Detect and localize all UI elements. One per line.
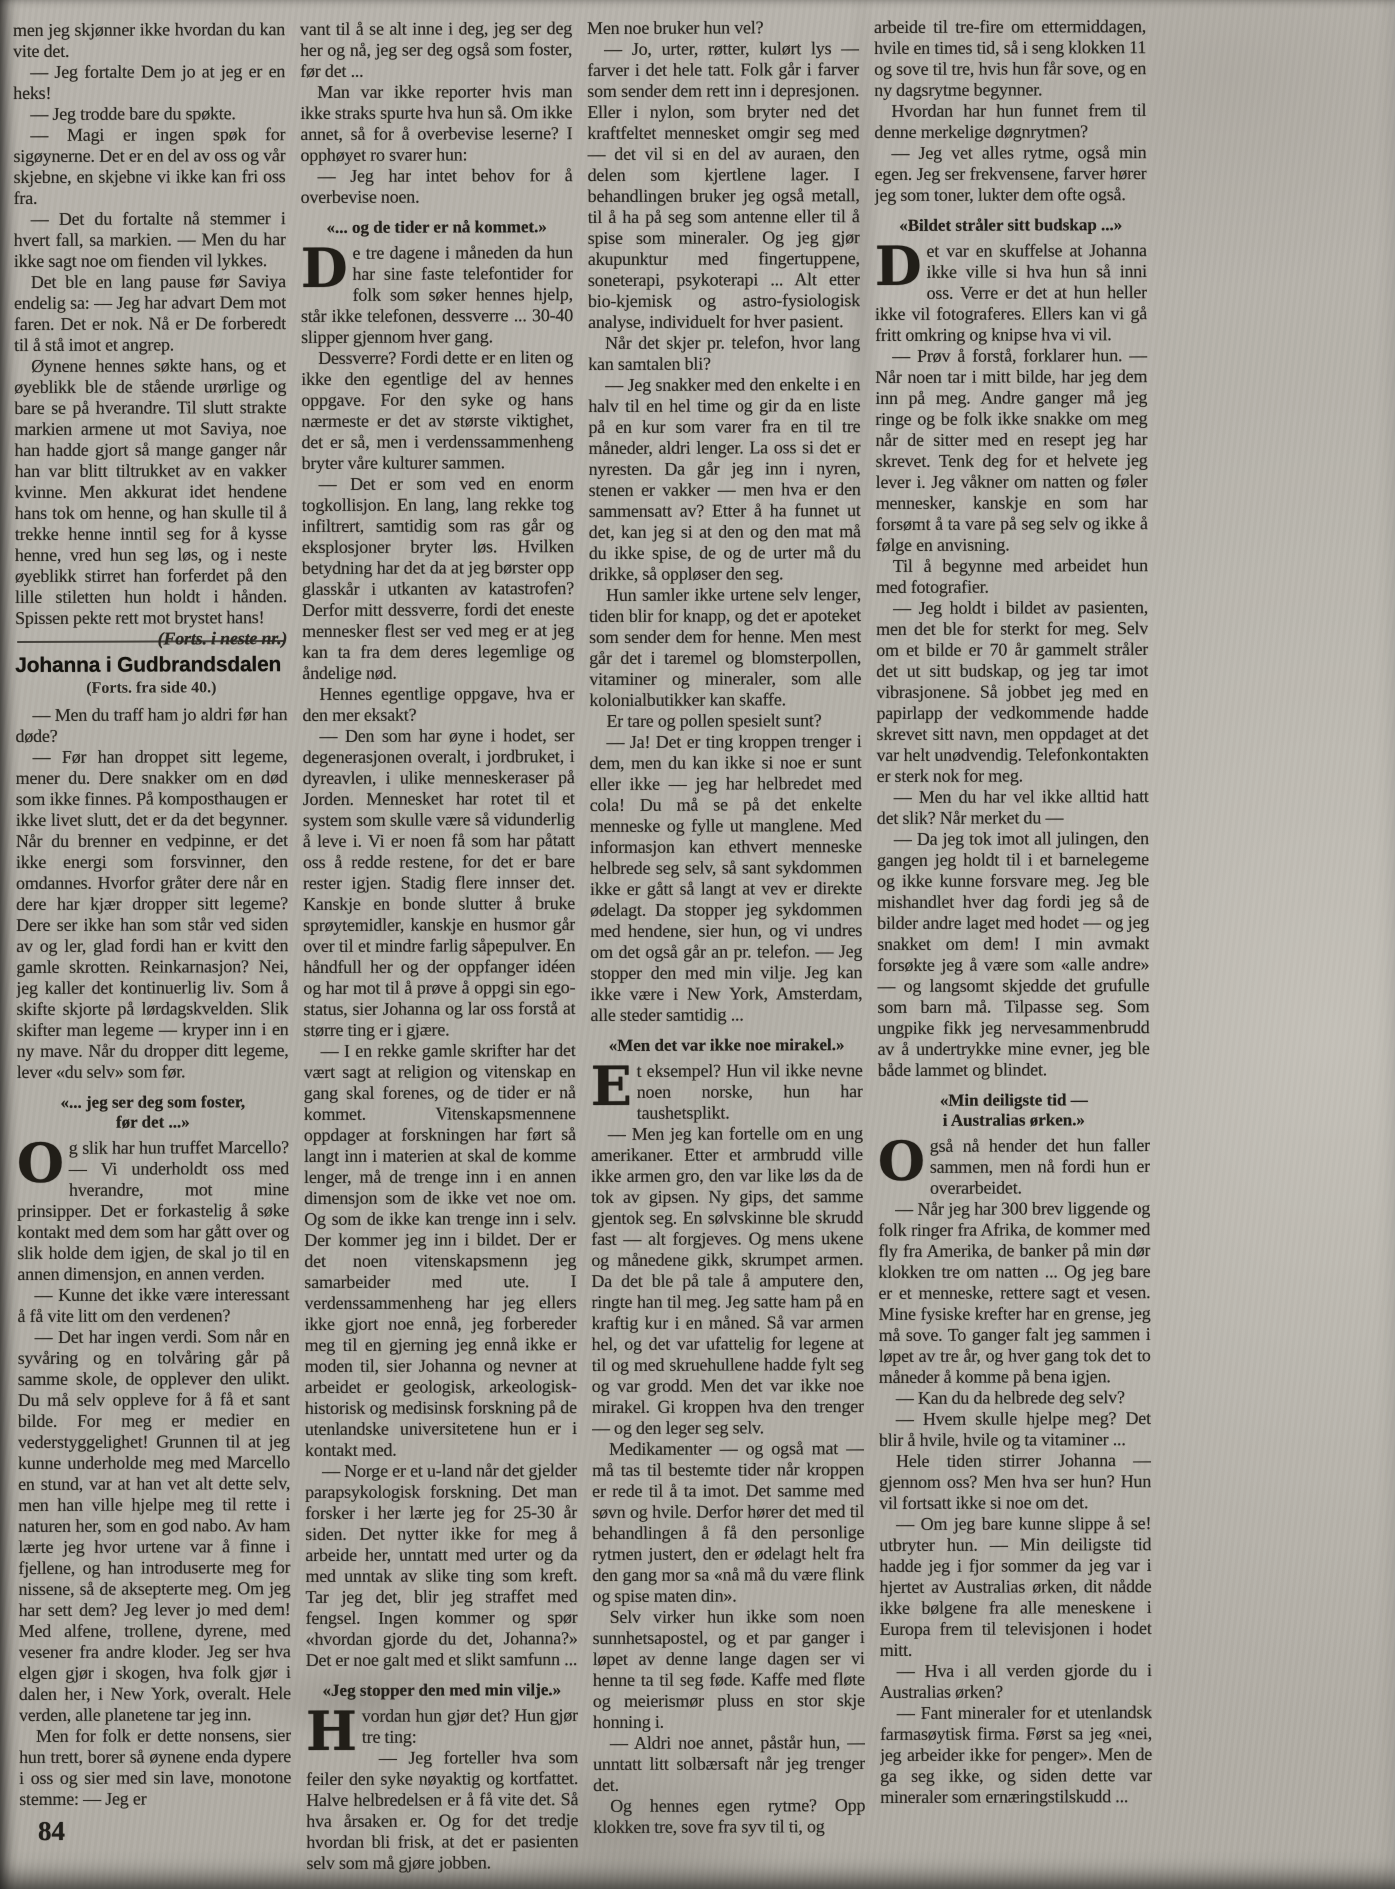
paragraph: — Norge er et u-land når det gjelder parapsykologisk forskning. Det man forsker i her lærte jeg for 25-30 år siden. Det nytter ikke for meg å arbeide her, unntatt med urter og da med unntak av slike ting som kreft. Tar jeg det, blir jeg straffet med fengsel. Ingen kommer og spør «hvordan gjorde du det, Johanna?» Det er noe galt med et slikt samfunn ...: [305, 1460, 578, 1670]
paragraph: De tre dagene i måneden da hun har sine faste telefontider for folk som søker hennes hjelp, står ikke telefonen, dessverre ... 30-40 slipper gjennom hver gang.: [300, 235, 574, 347]
column-2: [300, 18, 578, 1875]
paragraph: Selv virker hun ikke som noen sunnhetsapostel, og et par ganger i løpet av denne lange dagen ser vi henne ta til seg føde. Kaffe med fløte og meierismør pluss en stor skje honning i.: [592, 1606, 865, 1732]
paragraph: — Hva i all verden gjorde du i Australias ørken?: [879, 1660, 1152, 1702]
paragraph: Når det skjer pr. telefon, hvor lang kan samtalen bli?: [588, 332, 861, 374]
paragraph: — Men du har vel ikke alltid hatt det slik? Når merket du —: [876, 786, 1149, 828]
columns: [13, 16, 1152, 1876]
page-number: 84: [38, 1816, 65, 1846]
paragraph: — Aldri noe annet, påstår hun, — unntatt litt solbærsaft når jeg trenger det.: [593, 1732, 866, 1795]
paragraph: — Jeg vet alles rytme, også min egen. Jeg ser frekvensene, farver hører jeg som toner, lukter dem ofte også.: [874, 142, 1147, 205]
paragraph: Hvordan hun gjør det? Hun gjør tre ting:: [305, 1698, 578, 1763]
paragraph: Hun samler ikke urtene selv lenger, tiden blir for knapp, og det er apoteket som sender dem for henne. Men mest går det i taremel og blomsterpollen, vitaminer og mineraler, som alle kolonialbutikker kan skaffe.: [589, 584, 862, 710]
paragraph: — Prøv å forstå, forklarer hun. — Når noen tar i mitt bilde, har jeg dem inn på meg. Andre ganger må jeg ringe og be folk ikke snakke om meg når de sitter med en resept jeg har skrevet. Tenk deg for et helvete jeg lever i. Jeg våkner om natten og føler mennesker, kanskje en som har forsømt å ta vare på seg selv og ikke å følge en anvisning.: [875, 345, 1148, 555]
paragraph: Men for folk er dette nonsens, sier hun trett, borer så øynene enda dypere i oss og sier med sin lave, monotone stemme: — Jeg er: [19, 1725, 292, 1809]
paragraph: — Jeg forteller hva som feiler den syke nøyaktig og kortfattet. Halve helbredelsen er å få vite det. Så hva årsaken er. Og for det tredje hvordan bli frisk, at det er pasienten selv som må gjøre jobben.: [306, 1747, 579, 1873]
continued-from-note: (Forts. fra side 40.): [86, 679, 217, 697]
paragraph: Hennes egentlige oppgave, hva er den mer eksakt?: [302, 683, 575, 725]
paragraph: — Kunne det ikke være interessant å få vite litt om den verdenen?: [17, 1284, 290, 1326]
drop-cap: O: [877, 1128, 925, 1193]
paragraph: — Jeg fortalte Dem jo at jeg er en heks!: [13, 61, 286, 103]
column-4: [874, 16, 1152, 1873]
paragraph: — Den som har øyne i hodet, ser degenerasjonen overalt, i jordbruket, i dyreavlen, i ulike menneskeraser på Jorden. Mennesket har rotet til et system som skulle være så vidunderlig å leve i. Vi er noen få som har påtatt oss å redde restene, for det er bare rester igjen. Stadig flere innser det. Kanskje en bonde slutter å bruke sprøytemidler, kanskje en husmor går over til et mindre farlig såpepulver. En håndfull her og der oppfanger idéen og har mot til å prøve å oppgi sin ego-status, sier Johanna og lar oss forstå at større ting er i gjære.: [302, 725, 576, 1040]
paragraph: — Jeg har intet behov for å overbevise noen.: [300, 165, 573, 207]
paragraph: Øynene hennes søkte hans, og et øyeblikk ble de stående urørlige og bare se på hverandre. Til slutt strakte markien armene ut mot Saviya, noe han hadde gjort så mange ganger når han var blitt tiltrukket av en vakker kvinne. Men akkurat idet hendene hans tok om henne, og han skulle til å trekke henne inntil seg for å kysse henne, vred hun seg løs, og i neste øyeblikk stirret han forferdet på den lille stiletten hun holdt i hånden. Spissen pekte rett mot brystet hans! (Forts. i neste nr.): [14, 355, 288, 649]
subheading: «... jeg ser deg som foster, før det ...»: [60, 1092, 246, 1132]
paragraph: Også nå hender det hun faller sammen, men nå fordi hun er overarbeidet.: [877, 1128, 1151, 1198]
paragraph: Medikamenter — og også mat — må tas til bestemte tider når kroppen er rede til å ta imot. Det samme med søvn og hvile. Derfor hører det med til behandlingen å få den personlige rytmen justert, den er ødelagt helt fra den gang mor sa «nå må du være flink og spise maten din».: [592, 1438, 865, 1606]
subheading: «Men det var ikke noe mirakel.»: [608, 1035, 845, 1055]
subheading: «Min deiligste tid — i Australias ørken.»: [939, 1090, 1088, 1130]
continued-next-issue-note: (Forts. i neste nr.): [157, 628, 288, 649]
paragraph: Er tare og pollen spesielt sunt?: [606, 710, 822, 731]
paragraph: Til å begynne med arbeidet hun med fotografier.: [875, 555, 1148, 597]
subheading: «... og de tider er nå kommet.»: [326, 217, 547, 237]
paragraph: — Før han droppet sitt legeme, mener du. Dere snakker om en død som ikke finnes. På komposthaugen er ikke livet slutt, det er da det begynner. Når du brenner en vedpinne, er det ikke energi som forsvinner, den omdannes. Hvorfor gråter dere når en dere har kjær dropper sitt legeme? Dere ser ikke han som står ved siden av og ler, glad fordi han er kvitt den gamle skrotten. Reinkarnasjon? Nei, jeg kaller det kontinuerlig liv. Som å skifte skjorte på lørdagskvelden. Slik skifter man legeme — kryper inn i en ny mave. Når du dropper ditt legeme, lever «du selv» som før.: [15, 746, 289, 1082]
paragraph: Et eksempel? Hun vil ikke nevne noen norske, hun har taushetsplikt.: [590, 1053, 863, 1123]
paragraph: — Men jeg kan fortelle om en ung amerikaner. Etter et armbrudd ville ikke armen gro, den var like løs da de tok av gipsen. Ny gips, det samme gjentok seg. En sølvskinne ble skrudd fast — alt forgjeves. Og mens ukene og månedene gikk, skrumpet armen. Da det ble på tale å amputere den, ringte han til meg. Jeg satte ham på en kraftig kur i en måned. Så var armen hel, og det var ufattelig for legene at til og med skruehullene hadde fylt seg og var grodd. Men det var ikke noe mirakel. Gi kroppen hva den trenger — og den leger seg selv.: [590, 1123, 864, 1438]
paragraph: — Kan du da helbrede deg selv?: [895, 1387, 1125, 1408]
paragraph: Det var en skuffelse at Johanna ikke ville si hva hun så inni oss. Verre er det at hun heller ikke vil fotograferes. Ellers kan vi gå fritt omkring og knipse hva vi vil.: [874, 233, 1148, 345]
paragraph: arbeide til tre-fire om ettermiddagen, hvile en times tid, så i seng klokken 11 og sove til tre, hvis hun får sove, og en ny dagsrytme begynner.: [873, 16, 1147, 100]
article-headline: Johanna i Gudbrandsdalen: [15, 653, 282, 677]
paragraph: — Jeg snakker med den enkelte i en halv til en hel time og gir da en liste på en kur som varer fra en til tre måneder, aldri lenger. La oss si det er nyresten. Da går jeg inn i nyren, stenen er vakker — men hva er den sammensatt av? Etter å ha funnet ut det, kan jeg si at den og den mat må du ikke spise, de og de urter må du drikke, så oppløser den seg.: [588, 374, 861, 584]
paragraph: — Det du fortalte nå stemmer i hvert fall, sa markien. — Men du har ikke sagt noe om fienden vil lykkes.: [13, 208, 286, 271]
drop-cap: D: [874, 233, 922, 298]
paragraph: Man var ikke reporter hvis man ikke straks spurte hva hun så. Om ikke annet, så for å overbevise leserne? I opphøyet ro svarer hun:: [300, 81, 573, 165]
paragraph: Og hennes egen rytme? Opp klokken tre, sove fra syv til ti, og: [593, 1795, 866, 1837]
subheading: «Jeg stopper den med min vilje.»: [322, 1680, 562, 1700]
drop-cap: D: [300, 235, 348, 300]
paragraph: — Når jeg har 300 brev liggende og folk ringer fra Afrika, de kommer med fly fra Amerika, de banker på min dør klokken tre om natten ... Og jeg bare er et menneske, rettere sagt et vesen. Mine fysiske krefter har en grense, jeg må sove. To ganger falt jeg sammen i løpet av tre år, og hver gang tok det to måneder å komme på bena igjen.: [878, 1198, 1151, 1387]
paragraph: — Hvem skulle hjelpe meg? Det blir å hvile, hvile og ta vitaminer ...: [878, 1408, 1151, 1450]
column-1: [13, 19, 291, 1876]
paragraph: — Det har ingen verdi. Som når en syvåring og en tolvåring går på samme skole, de opplever den ulikt. Du må selv oppleve for å få et sant bilde. For meg er medier en vederstyggelighet! Grunnen til at jeg kunne underholde meg med Marcello en stund, var at han vet alt dette selv, men han ville hjelpe meg til rette i naturen her, som en god nabo. Av ham lærte jeg hvor urtene var å finne i fjellene, og han introduserte meg for nissene, så de aksepterte meg. Om jeg har sett dem? Jeg lever jo med dem! Med alfene, trollene, dyrene, med vesener fra andre kloder. Jeg ser hva elgen gjør i skogen, hva folk gjør i dalen her, i New York, overalt. Hele verden, alle planetene tar jeg inn.: [17, 1326, 291, 1725]
drop-cap: H: [305, 1698, 357, 1763]
drop-cap: E: [590, 1053, 632, 1118]
paragraph: Men noe bruker hun vel?: [586, 17, 764, 38]
paragraph: — Magi er ingen spøk for sigøynerne. Det er en del av oss og vår skjebne, en skjebne vi ikke kan fri oss fra.: [13, 124, 286, 208]
column-3: [587, 17, 865, 1874]
paragraph: Dessverre? Fordi dette er en liten og ikke den egentlige del av hennes oppgave. For den syke og hans nærmeste er det av største viktighet, det er så, men i verdenssammenheng bryter våre kulturer sammen.: [301, 347, 574, 473]
subheading: «Bildet stråler sitt budskap ...»: [899, 215, 1123, 235]
paragraph: Og slik har hun truffet Marcello? — Vi underholdt oss med hverandre, mot mine prinsipper. Det er forkastelig å søke kontakt med dem som har gått over og slik holde dem igjen, de skal jo til en annen dimensjon, en annen verden.: [16, 1130, 290, 1284]
paragraph: — Jeg holdt i bildet av pasienten, men det ble for sterkt for meg. Selv om et bilde er 70 år gammelt stråler det ut sitt budskap, og jeg tar imot vibrasjonene. Så jobbet jeg med en papirlapp der vedkommende hadde skrevet sitt navn, men oppdaget at det var helt unødvendig. Telefonkontakten er sterk nok for meg.: [876, 597, 1149, 786]
paragraph: — I en rekke gamle skrifter har det vært sagt at religion og vitenskap en gang skal forenes, og de tider er nå kommet. Vitenskapsmennene oppdager at forskningen har ført så langt inn i materien at skal de komme lenger, må de trenge inn i en annen dimensjon som de ikke vet noe om. Og som de ikke kan trenge inn i selv. Der kommer jeg inn i bildet. Der er det noen vitenskapsmenn jeg samarbeider med ute. I verdenssammenheng har jeg ellers ikke gjort noe ennå, jeg forbereder meg til en gjerning jeg ennå ikke er moden til, sier Johanna og nevner at arbeidet er geologisk, arkeologisk-historisk og medisinsk forskning på de utenlandske universitetene hun er i kontakt med.: [303, 1040, 577, 1460]
paragraph: — Det er som ved en enorm togkollisjon. En lang, lang rekke tog infiltrert, samtidig som ras går og eksplosjoner bryter løs. Hvilken betydning har det da at jeg børster opp glasskår i utkanten av katastrofen? Derfor mitt dessverre, fordi det eneste mennesker flest ser ved meg er at jeg kan ta fra dem deres legemlige og åndelige nød.: [301, 473, 575, 683]
paragraph: — Om jeg bare kunne slippe å se! utbryter hun. — Min deiligste tid hadde jeg i fjor sommer da jeg var i hjertet av Australias ørken, dit nådde ikke bølgene fra alle meneskene i Europa frem til televisjonen i hodet mitt.: [879, 1513, 1152, 1660]
paragraph: Hvordan har hun funnet frem til denne merkelige døgnrytmen?: [874, 100, 1147, 142]
paragraph: Hele tiden stirrer Johanna — gjennom oss? Men hva ser hun? Hun vil fortsatt ikke si noe om det.: [879, 1450, 1152, 1513]
paragraph: vant til å se alt inne i deg, jeg ser deg her og nå, jeg ser deg også som foster, før det ...: [299, 18, 573, 81]
paragraph: Det ble en lang pause før Saviya endelig sa: — Jeg har advart Dem mot faren. Det er nok. Nå er De forberedt til å stå imot et angrep.: [13, 271, 287, 355]
paragraph: men jeg skjønner ikke hvordan du kan vite det.: [13, 19, 286, 61]
paragraph: — Fant mineraler for et utenlandsk farmasøytisk firma. Først sa jeg «nei, jeg arbeider ikke for penger». Men de ga seg ikke, og siden dette var mineraler som ernæringstilskudd ...: [879, 1702, 1153, 1807]
drop-cap: O: [16, 1130, 64, 1195]
paragraph: — Jeg trodde bare du spøkte.: [30, 103, 236, 124]
paragraph: — Ja! Det er ting kroppen trenger i dem, men du kan ikke si noe er sunt eller ikke — jeg har helbredet med cola! Du må se på det enkelte menneske og fylle ut manglene. Med informasjon kan ethvert menneske helbrede seg selv, så sant sykdommen ikke er gått så langt at vev er direkte ødelagt. Da stopper jeg sykdommen med hendene, sier hun, og vi undres om det også går an pr. telefon. — Jeg stopper den med min vilje. Jeg kan ikke være i New York, Amsterdam, alle steder samtidig ...: [589, 731, 863, 1025]
paragraph: — Da jeg tok imot all julingen, den gangen jeg holdt til i et barnelegeme og ikke kunne forsvare meg. Jeg ble mishandlet hver dag fordi jeg så de bilder andre laget med hodet — og jeg snakket om dem! I min avmakt forsøkte jeg å være som «alle andre» — og langsomt skjedde det grufulle som barn må. Tilpasse seg. Som ungpike fikk jeg nervesammenbrudd av å undertrykke mine evner, jeg ble både lammet og blindet.: [876, 828, 1150, 1080]
paragraph: — Jo, urter, røtter, kulørt lys — farver i det hele tatt. Folk går i farver som sender dem rett inn i depresjonen. Eller i nylon, som bryter ned det kraftfeltet mennesket omgir seg med — det vil si en del av auraen, den delen som kjertlene lager. I behandlingen bruker jeg også metall, til å ha på seg som antenne eller til å spise som mineraler. Og jeg gjør akupunktur med fingertuppene, soneterapi, psykoterapi ... Alt etter bio-kjemisk og astro-fysiologisk analyse, individuelt for hver pasient.: [587, 38, 861, 332]
paragraph: — Men du traff ham jo aldri før han døde?: [15, 704, 288, 746]
